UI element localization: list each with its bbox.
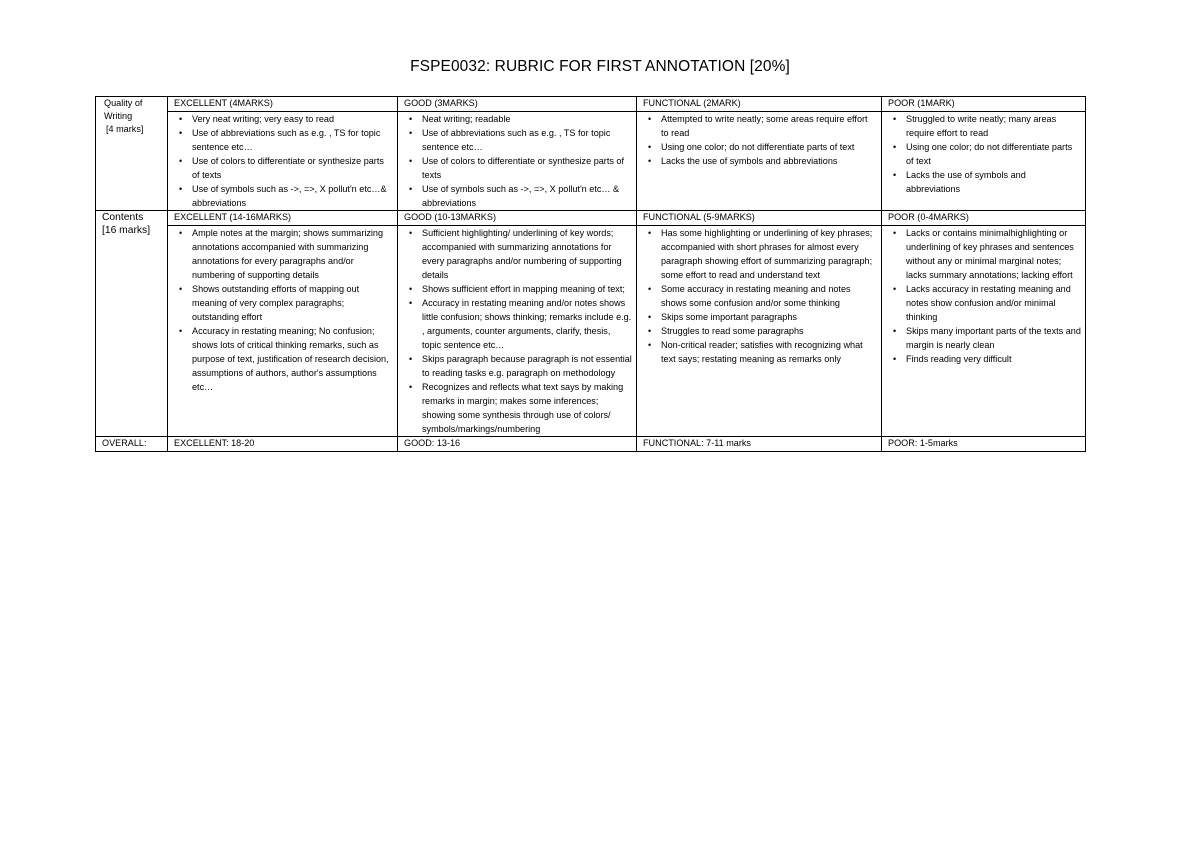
overall-excellent: EXCELLENT: 18-20	[168, 437, 398, 452]
descriptor-item: • Use of symbols such as ->, =>, X pollut'n etc…& abbreviations	[192, 182, 393, 210]
contents-functional-cell	[637, 226, 882, 437]
quality-level-row	[96, 97, 1086, 112]
contents-criterion-label: Contents	[102, 212, 144, 223]
descriptor-item: • Shows sufficient effort in mapping meaning of text;	[422, 282, 632, 296]
descriptor-item: • Use of symbols such as ->, =>, X pollut'n etc… & abbreviations	[422, 182, 632, 210]
overall-label: OVERALL:	[96, 437, 168, 452]
descriptor-item: • Lacks the use of symbols and abbreviations	[906, 168, 1081, 196]
descriptor-item: • Use of abbreviations such as e.g. , TS for topic sentence etc…	[422, 126, 632, 154]
descriptor-item: • Some accuracy in restating meaning and notes shows some confusion and/or some thinking	[661, 282, 877, 310]
quality-poor-cell	[882, 112, 1086, 211]
overall-row	[96, 437, 1086, 452]
descriptor-item: • Non-critical reader; satisfies with recognizing what text says; restating meaning as remarks only	[661, 338, 877, 366]
descriptor-item: • Has some highlighting or underlining of key phrases; accompanied with short phrases for almost every paragraph showing effort of summarizing paragraph; some effort to read and understand text	[661, 226, 877, 282]
overall-poor: POOR: 1-5marks	[882, 437, 1086, 452]
descriptor-item: • Struggled to write neatly; many areas require effort to read	[906, 112, 1081, 140]
descriptor-item: • Skips paragraph because paragraph is not essential to reading tasks e.g. paragraph on methodology	[422, 352, 632, 380]
descriptor-item: • Use of colors to differentiate or synthesize parts of texts	[422, 154, 632, 182]
descriptor-item: • Ample notes at the margin; shows summarizing annotations accompanied with summarizing annotations for every paragraphs and/or numbering of supporting details	[192, 226, 393, 282]
descriptor-item: • Accuracy in restating meaning and/or notes shows little confusion; shows thinking; remarks include e.g. , arguments, counter arguments, clarify, thesis, topic sentence etc…	[422, 296, 632, 352]
quality-level-poor: POOR (1MARK)	[882, 97, 1086, 112]
descriptor-list	[404, 112, 632, 210]
descriptor-list	[174, 112, 393, 210]
descriptor-item: • Lacks accuracy in restating meaning and notes show confusion and/or minimal thinking	[906, 282, 1081, 324]
overall-functional: FUNCTIONAL: 7-11 marks	[637, 437, 882, 452]
descriptor-item: • Sufficient highlighting/ underlining of key words; accompanied with summarizing annotations for every paragraphs and/or numbering of supporting details	[422, 226, 632, 282]
descriptor-item: • Shows outstanding efforts of mapping out meaning of very complex paragraphs; outstanding effort	[192, 282, 393, 324]
quality-good-cell	[398, 112, 637, 211]
quality-criterion-marks: [4 marks]	[106, 124, 144, 134]
quality-level-functional: FUNCTIONAL (2MARK)	[637, 97, 882, 112]
descriptor-item: • Very neat writing; very easy to read	[192, 112, 393, 126]
descriptor-item: • Lacks or contains minimalhighlighting or underlining of key phrases and sentences without any or minimal marginal notes; lacks summary annotations; lacking effort	[906, 226, 1081, 282]
overall-good: GOOD: 13-16	[398, 437, 637, 452]
descriptor-item: • Use of colors to differentiate or synthesize parts of texts	[192, 154, 393, 182]
descriptor-item: • Use of abbreviations such as e.g. , TS for topic sentence etc…	[192, 126, 393, 154]
contents-criterion-cell	[96, 211, 168, 437]
quality-level-good: GOOD (3MARKS)	[398, 97, 637, 112]
quality-descriptor-row	[96, 112, 1086, 211]
contents-poor-cell	[882, 226, 1086, 437]
contents-good-cell	[398, 226, 637, 437]
quality-functional-cell	[637, 112, 882, 211]
quality-excellent-cell	[168, 112, 398, 211]
contents-level-good: GOOD (10-13MARKS)	[398, 211, 637, 226]
contents-level-excellent: EXCELLENT (14-16MARKS)	[168, 211, 398, 226]
descriptor-item: • Attempted to write neatly; some areas require effort to read	[661, 112, 877, 140]
descriptor-item: • Finds reading very difficult	[906, 352, 1081, 366]
descriptor-item: • Skips many important parts of the texts and margin is nearly clean	[906, 324, 1081, 352]
quality-criterion-cell	[96, 97, 168, 211]
descriptor-list	[404, 226, 632, 436]
descriptor-item: • Lacks the use of symbols and abbreviations	[661, 154, 877, 168]
descriptor-item: • Neat writing; readable	[422, 112, 632, 126]
descriptor-item: • Skips some important paragraphs	[661, 310, 877, 324]
descriptor-list	[643, 226, 877, 366]
contents-level-poor: POOR (0-4MARKS)	[882, 211, 1086, 226]
descriptor-list	[888, 112, 1081, 196]
contents-level-row	[96, 211, 1086, 226]
contents-excellent-cell	[168, 226, 398, 437]
rubric-table	[95, 96, 1086, 452]
contents-criterion-marks: [16 marks]	[102, 225, 151, 236]
page-title: FSPE0032: RUBRIC FOR FIRST ANNOTATION [20%]	[410, 58, 790, 75]
descriptor-item: • Recognizes and reflects what text says by making remarks in margin; makes some inferences; showing some synthesis through use of colors/ symbols/markings/numbering	[422, 380, 632, 436]
descriptor-item: • Struggles to read some paragraphs	[661, 324, 877, 338]
contents-level-functional: FUNCTIONAL (5-9MARKS)	[637, 211, 882, 226]
descriptor-item: • Using one color; do not differentiate parts of text	[661, 140, 877, 154]
descriptor-list	[174, 226, 393, 394]
quality-criterion-label: Quality of Writing	[104, 98, 143, 121]
contents-descriptor-row	[96, 226, 1086, 437]
descriptor-list	[643, 112, 877, 168]
descriptor-item: • Accuracy in restating meaning; No confusion; shows lots of critical thinking remarks, such as purpose of text, justification of research decision, assumptions of authors, author's assumptions etc…	[192, 324, 393, 394]
descriptor-list	[888, 226, 1081, 366]
quality-level-excellent: EXCELLENT (4MARKS)	[168, 97, 398, 112]
descriptor-item: • Using one color; do not differentiate parts of text	[906, 140, 1081, 168]
